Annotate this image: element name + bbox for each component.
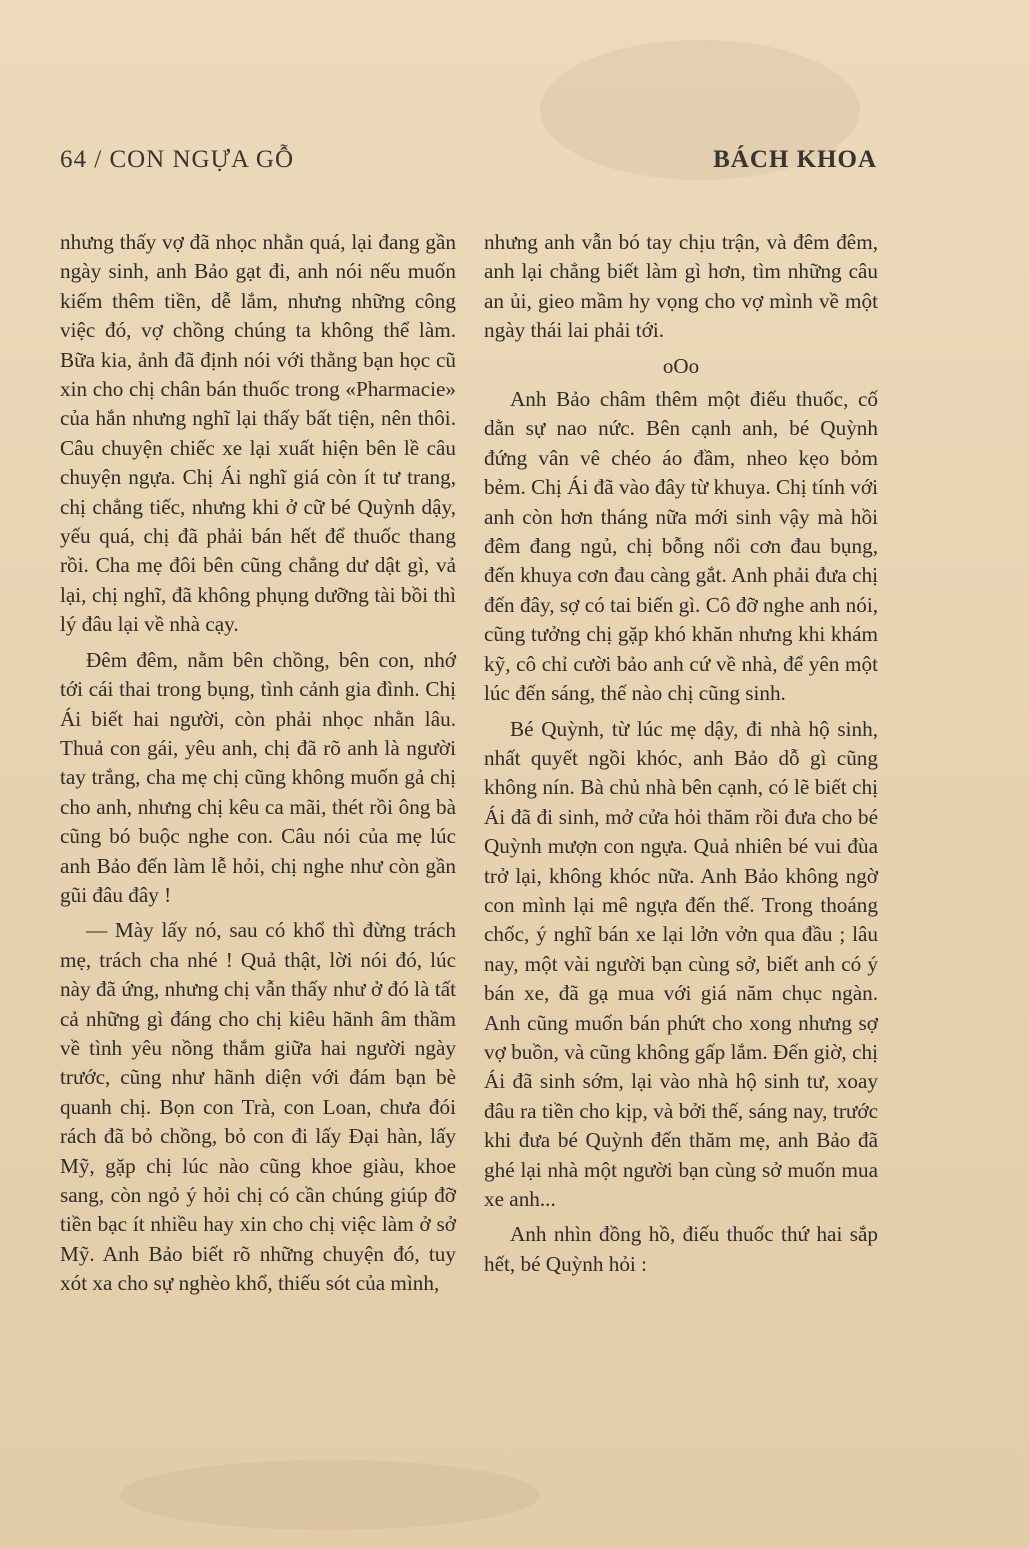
paragraph: Đêm đêm, nằm bên chồng, bên con, nhớ tới cái thai trong bụng, tình cảnh gia đình. Chị Ái biết hai người, còn phải nhọc nhằn lâu. Thuả con gái, yêu anh, chị đã rõ anh là người tay trắng, cha mẹ chị cũng không muốn gả chị cho anh, nhưng chị kêu ca mãi, thét rồi ông bà cũng bó buộc nghe con. Câu nói của mẹ lúc anh Bảo đến làm lễ hỏi, chị nghe như còn gần gũi đâu đây ! (60, 647, 456, 907)
running-header (60, 146, 877, 182)
paragraph: nhưng thấy vợ đã nhọc nhằn quá, lại đang gần ngày sinh, anh Bảo gạt đi, anh nói nếu muốn kiếm thêm tiền, dễ lắm, nhưng những công việc đó, vợ chồng chúng ta không thể làm. Bữa kia, ảnh đã định nói với thằng bạn học cũ xin cho chị chân bán thuốc trong «Pharmacie» của hắn nhưng nghĩ lại thấy bất tiện, nên thôi. Câu chuyện chiếc xe lại xuất hiện bên lề câu chuyện ngựa. Chị Ái nghĩ giá còn ít tư trang, chị chẳng tiếc, nhưng khi ở cữ bé Quỳnh dậy, yếu quá, chị đã phải bán hết để thuốc thang rồi. Cha mẹ đôi bên cũng chẳng dư dật gì, vả lại, chị nghĩ, đã không phụng dưỡng tài bồi thì lý đâu lại về nhà cạy. (60, 230, 456, 637)
page-number-and-title: 64 / CON NGỰA GỖ (60, 146, 295, 173)
paragraph: — Mày lấy nó, sau có khổ thì đừng trách mẹ, trách cha nhé ! Quả thật, lời nói đó, lúc này đã ứng, nhưng chị vẫn thấy như ở đó là tất cả những gì đáng cho chị kiêu hãnh âm thầm về tình yêu nồng thắm giữa hai người ngày trước, cũng như hãnh diện với đám bạn bè quanh chị. Bọn con Trà, con Loan, chưa đói rách đã bỏ chồng, bỏ con đi lấy Đại hàn, lấy Mỹ, gặp chị lúc nào cũng khoe giàu, khoe sang, còn ngỏ ý hỏi chị có cần chúng giúp đỡ tiền bạc ít nhiều hay xin cho chị việc làm ở sở Mỹ. Anh Bảo biết rõ những chuyện đó, tuy xót xa cho sự nghèo khổ, thiếu sót của mình, (60, 918, 456, 1296)
paragraph: Bé Quỳnh, từ lúc mẹ dậy, đi nhà hộ sinh, nhất quyết ngồi khóc, anh Bảo dỗ gì cũng không nín. Bà chủ nhà bên cạnh, có lẽ biết chị Ái đã đi sinh, mở cửa hỏi thăm rồi đưa cho bé Quỳnh mượn con ngựa. Quả nhiên bé vui đùa trở lại, không khóc nữa. Anh Bảo không ngờ con mình lại mê ngựa đến thế. Trong thoáng chốc, ý nghĩ bán xe lại lởn vởn qua đầu ; lâu nay, một vài người bạn cùng sở, biết anh có ý bán xe, đã gạ mua với giá năm chục ngàn. Anh cũng muốn bán phứt cho xong nhưng sợ vợ buồn, và cũng không gấp lắm. Đến giờ, chị Ái đã sinh sớm, lại vào nhà hộ sinh tư, xoay đâu ra tiền cho kịp, và bởi thế, sáng nay, trước khi đưa bé Quỳnh đến thăm mẹ, anh Bảo đã ghé lại nhà một người bạn cùng sở muốn mua xe anh... (484, 716, 878, 1211)
magazine-name: BÁCH KHOA (713, 146, 877, 173)
left-column (60, 228, 456, 1305)
paragraph: nhưng anh vẫn bó tay chịu trận, và đêm đêm, anh lại chẳng biết làm gì hơn, tìm những câu an ủi, gieo mầm hy vọng cho vợ mình về một ngày thái lai phải tới. (484, 230, 878, 343)
paragraph: Anh Bảo châm thêm một điếu thuốc, cố dằn sự nao nức. Bên cạnh anh, bé Quỳnh đứng vân vê chéo áo đầm, nheo kẹo bỏm bẻm. Chị Ái đã vào đây từ khuya. Chị tính với anh còn hơn tháng nữa mới sinh vậy mà hồi đêm đang ngủ, chị bỗng nổi cơn đau bụng, đến khuya cơn đau càng gắt. Anh phải đưa chị đến đây, sợ có tai biến gì. Cô đỡ nghe anh nói, cũng tưởng chị gặp khó khăn nhưng khi khám kỹ, cô chỉ cười bảo anh cứ về nhà, để yên một lúc đến sáng, thế nào chị cũng sinh. (484, 387, 878, 706)
paragraph: Anh nhìn đồng hồ, điếu thuốc thứ hai sắp hết, bé Quỳnh hỏi : (484, 1222, 878, 1276)
section-break: oOo (662, 353, 700, 378)
right-column (484, 228, 878, 1285)
paper-stain (120, 1460, 540, 1530)
